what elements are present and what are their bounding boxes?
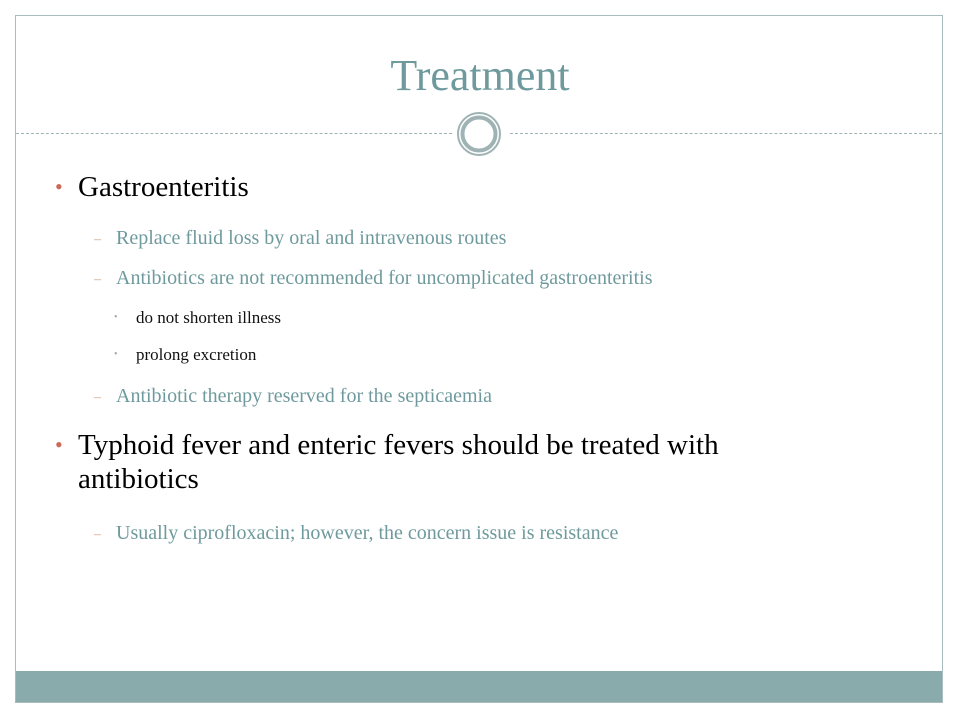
bullet-text-line-1: Typhoid fever and enteric fevers should be treated with xyxy=(78,429,719,461)
sub-sub-item-text: do not shorten illness xyxy=(136,308,281,327)
round-bullet-icon: • xyxy=(55,174,63,199)
sub-sub-item-text: prolong excretion xyxy=(136,345,257,364)
sub-item-fluid-replacement xyxy=(94,226,507,250)
bullet-text-line-2: antibiotics xyxy=(78,463,199,495)
small-dot-icon: • xyxy=(114,312,118,323)
bullet-gastroenteritis xyxy=(55,170,249,204)
sub-item-text: Replace fluid loss by oral and intravenous routes xyxy=(116,227,507,249)
sub-item-septicaemia xyxy=(94,384,492,408)
dash-icon: – xyxy=(94,232,101,247)
footer-bar xyxy=(16,671,942,702)
sub-item-text: Antibiotic therapy reserved for the septicaemia xyxy=(116,385,492,407)
sub-sub-item-excretion xyxy=(114,344,257,366)
dash-icon: – xyxy=(94,390,101,405)
sub-sub-item-illness xyxy=(114,307,281,329)
dash-icon: – xyxy=(94,527,101,542)
sub-item-text: Antibiotics are not recommended for uncomplicated gastroenteritis xyxy=(116,267,653,289)
sub-item-antibiotics-not-recommended xyxy=(94,266,653,290)
bullet-typhoid xyxy=(55,428,719,496)
slide-title: Treatment xyxy=(390,51,570,100)
sub-item-ciprofloxacin xyxy=(94,521,619,545)
dash-icon: – xyxy=(94,272,101,287)
small-dot-icon: • xyxy=(114,349,118,360)
bullet-text: Gastroenteritis xyxy=(78,171,249,203)
round-bullet-icon: • xyxy=(55,432,63,457)
sub-item-text: Usually ciprofloxacin; however, the concern issue is resistance xyxy=(116,522,619,544)
